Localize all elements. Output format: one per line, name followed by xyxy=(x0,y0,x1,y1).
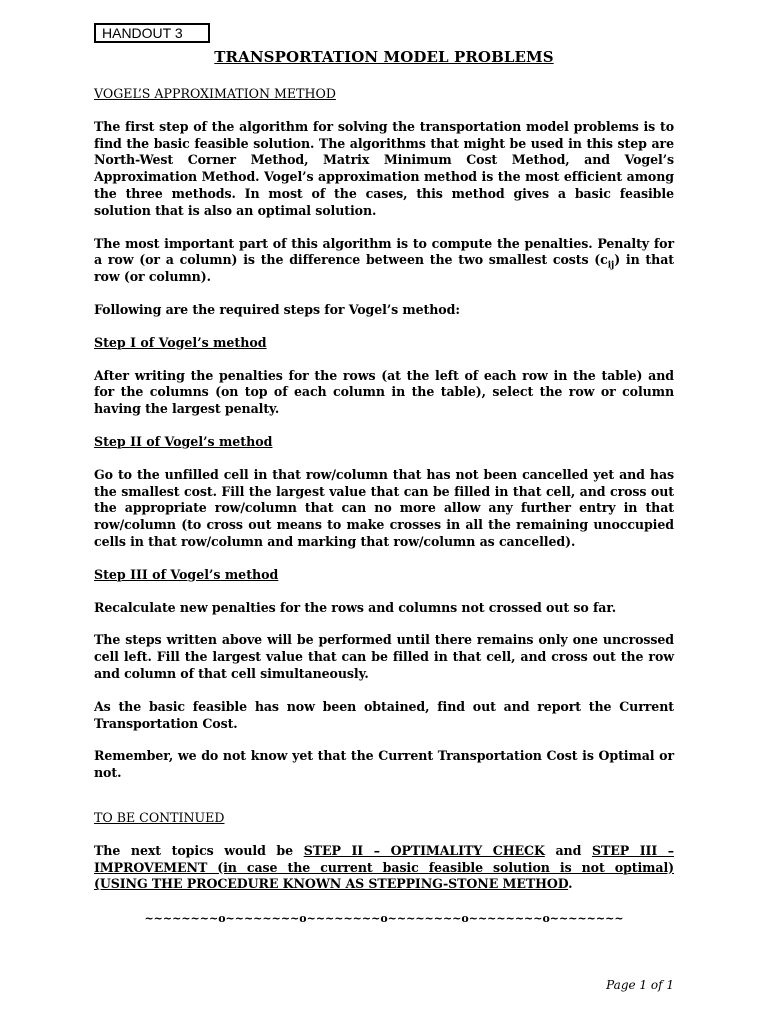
next-topics-and: and xyxy=(544,842,592,858)
step-2-heading: Step II of Vogel’s method xyxy=(94,433,273,449)
next-topic-optimality-check: STEP II – OPTIMALITY CHECK xyxy=(303,842,545,858)
intro-paragraph: The first step of the algorithm for solving the transportation model problems is to find the basic feasible solution. The algorithms that might be used in this step are North-West Corner Method, Matrix Minimum Cost Method, and Vogel’s Approximation Method. Vogel’s approximation method is the most efficient among the three methods. In most of the cases, this method gives a basic feasible solution that is also an optimal solution. xyxy=(94,118,674,218)
step-1-heading: Step I of Vogel’s method xyxy=(94,334,267,350)
next-topics-intro: The next topics would be xyxy=(94,842,304,858)
cost-subscript: ij xyxy=(607,260,615,271)
cost-report-paragraph: As the basic feasible has now been obtained, find out and report the Current Transportation Cost. xyxy=(94,698,674,731)
next-topics-paragraph xyxy=(94,843,674,893)
penalty-text-after: ) in that row (or column). xyxy=(94,252,674,285)
handout-label: HANDOUT 3 xyxy=(94,23,210,43)
optimality-note-paragraph: Remember, we do not know yet that the Current Transportation Cost is Optimal or not. xyxy=(94,748,674,781)
separator-line: ~~~~~~~~o~~~~~~~~o~~~~~~~~o~~~~~~~~o~~~~~~~~o~~~~~~~~ xyxy=(144,912,624,925)
next-topics-end: . xyxy=(568,876,573,892)
document-title: TRANSPORTATION MODEL PROBLEMS xyxy=(214,48,554,66)
step-3-text: Recalculate new penalties for the rows and columns not crossed out so far. xyxy=(94,599,617,615)
step-2-text: Go to the unfilled cell in that row/column that has not been cancelled yet and has the smallest cost. Fill the largest value that can be filled in that cell, and cross out the appropriate row/column that can no more allow any further entry in that row/column (to cross out means to make crosses in all the remaining unoccupied cells in that row/column and marking that row/column as cancelled). xyxy=(94,466,674,549)
step-3-heading: Step III of Vogel’s method xyxy=(94,566,279,582)
penalty-paragraph xyxy=(94,236,674,286)
step-1-text: After writing the penalties for the rows (at the left of each row in the table) and for the columns (on top of each column in the table), select the row or column having the largest penalty. xyxy=(94,367,674,417)
penalty-text-before: The most important part of this algorithm is to compute the penalties. Penalty for a row (or a column) is the difference between the two smallest costs ( xyxy=(94,235,674,268)
page-number: Page 1 of 1 xyxy=(606,978,674,992)
steps-intro-paragraph: Following are the required steps for Vogel’s method: xyxy=(94,301,460,317)
document-body xyxy=(94,86,674,893)
section-heading: VOGEL’S APPROXIMATION METHOD xyxy=(94,86,336,101)
continued-heading: TO BE CONTINUED xyxy=(94,809,225,825)
cost-variable: c xyxy=(600,252,608,268)
next-topic-improvement: STEP III – IMPROVEMENT (in case the current basic feasible solution is not optimal) (USING THE PROCEDURE KNOWN AS STEPPING-STONE METHOD xyxy=(94,842,674,892)
repeat-paragraph: The steps written above will be performed until there remains only one uncrossed cell left. Fill the largest value that can be filled in that cell, and cross out the row and column of that cell simultaneously. xyxy=(94,632,674,681)
